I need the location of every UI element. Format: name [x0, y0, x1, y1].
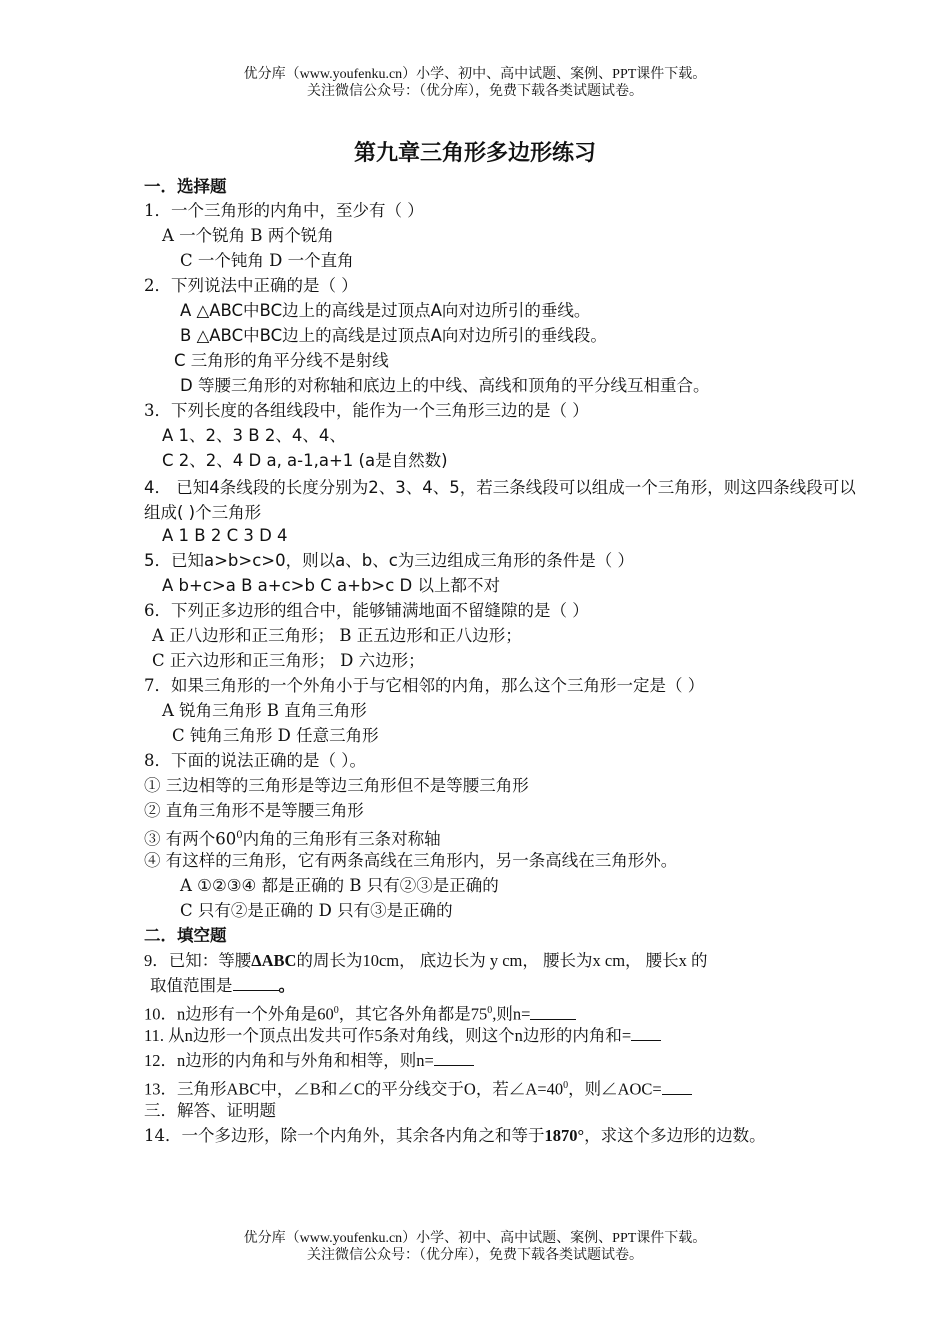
q7-options-ab: A 锐角三角形 B 直角三角形 [162, 701, 367, 720]
answer-blank[interactable] [631, 1026, 661, 1041]
q9-end: 。 [278, 976, 295, 995]
q8-statement-3-part2: 内角的三角形有三条对称轴 [242, 829, 441, 849]
footer-line-2: 关注微信公众号：（优分库），免费下载各类试题试卷。 [307, 1248, 643, 1263]
section-heading-proof: 三．解答、证明题 [144, 1101, 276, 1120]
q2-stem: 2．下列说法中正确的是（ ） [144, 276, 358, 295]
q12-line [144, 1050, 474, 1072]
answer-blank[interactable] [434, 1051, 474, 1066]
q2-option-b: B △ABC中BC边上的高线是过顶点A向对边所引的垂线段。 [180, 326, 607, 345]
q9-line-1 [144, 950, 708, 972]
q8-statement-2: ② 直角三角形不是等腰三角形 [144, 801, 364, 820]
q2-option-c: C 三角形的角平分线不是射线 [174, 351, 389, 370]
section-heading-choice: 一．选择题 [144, 177, 227, 196]
q7-stem: 7．如果三角形的一个外角小于与它相邻的内角，那么这个三角形一定是（ ） [144, 676, 705, 695]
q5-stem: 5．已知a>b>c>0，则以a、b、c为三边组成三角形的条件是（ ） [144, 551, 635, 570]
q10-part2: ，其它各外角都是75 [338, 1004, 488, 1024]
q8-statement-3-part1: ③ 有两个60 [144, 829, 237, 849]
q14-line [144, 1125, 766, 1147]
q13-line [144, 1075, 692, 1101]
q13-part1: 13．三角形ABC中，∠B和∠C的平分线交于O，若∠A=40 [144, 1079, 564, 1099]
q8-statement-1: ① 三边相等的三角形是等边三角形但不是等腰三角形 [144, 776, 529, 795]
q1-stem: 1．一个三角形的内角中，至少有（ ） [144, 201, 424, 220]
page-footer [0, 1230, 950, 1264]
q11-line [144, 1025, 661, 1047]
q8-options-cd: C 只有②是正确的 D 只有③是正确的 [180, 901, 453, 920]
answer-blank[interactable] [233, 976, 279, 991]
q1-options-ab: A 一个锐角 B 两个锐角 [162, 226, 334, 245]
q8-statement-4: ④ 有这样的三角形，它有两条高线在三角形内，另一条高线在三角形外。 [144, 851, 678, 870]
section-heading-fill: 二．填空题 [144, 926, 227, 945]
q5-options: A b+c>a B a+c>b C a+b>c D 以上都不对 [162, 576, 500, 595]
q3-options-cd: C 2、2、4 D a, a-1,a+1 (a是自然数) [162, 451, 448, 470]
q7-options-cd: C 钝角三角形 D 任意三角形 [172, 726, 379, 745]
q10-part1: 10．n边形有一个外角是60 [144, 1004, 334, 1024]
answer-blank[interactable] [662, 1080, 692, 1095]
degree-superscript: 0 [236, 830, 243, 841]
q14-part2: ，求这个多边形的边数。 [584, 1126, 766, 1145]
q1-options-cd: C 一个钝角 D 一个直角 [180, 251, 354, 270]
q2-option-a: A △ABC中BC边上的高线是过顶点A向对边所引的垂线。 [180, 301, 591, 320]
q4-stem: 4． 已知4条线段的长度分别为2、3、4、5，若三条线段可以组成一个三角形，则这四条线段可以组成( )个三角形 [144, 478, 856, 522]
q9-suffix: 的周长为10cm， 底边长为 y cm， 腰长为x cm， 腰长x 的 [296, 951, 708, 970]
q10-part3: ,则n= [492, 1004, 531, 1024]
degree-superscript: 0 [487, 1005, 493, 1016]
q9-prefix: 9．已知：等腰 [144, 951, 252, 970]
header-line-2: 关注微信公众号：（优分库），免费下载各类试题试卷。 [307, 84, 643, 99]
q11-text: 11. 从n边形一个顶点出发共可作5条对角线，则这个n边形的内角和= [144, 1026, 632, 1045]
q9-triangle: ΔABC [251, 951, 297, 970]
q12-text: 12．n边形的内角和与外角和相等，则n= [144, 1051, 434, 1070]
q2-option-d: D 等腰三角形的对称轴和底边上的中线、高线和顶角的平分线互相重合。 [180, 376, 710, 395]
q3-options-ab: A 1、2、3 B 2、4、4、 [162, 426, 346, 445]
degree-superscript: 0 [563, 1080, 569, 1091]
q10-line [144, 1000, 576, 1026]
q6-options-cd: C 正六边形和正三角形； D 六边形； [152, 651, 425, 670]
q9-line-2 [150, 975, 295, 997]
q14-part1: 14．一个多边形，除一个内角外，其余各内角之和等于 [144, 1126, 545, 1145]
degree-superscript: 0 [333, 1005, 339, 1016]
page-header [0, 66, 950, 100]
footer-line-1: 优分库（www.youfenku.cn）小学、初中、高中试题、案例、PPT课件下载。 [243, 1231, 707, 1246]
q6-options-ab: A 正八边形和正三角形； B 正五边形和正八边形； [152, 626, 522, 645]
q3-stem: 3．下列长度的各组线段中，能作为一个三角形三边的是（ ） [144, 401, 589, 420]
q8-options-ab: A ①②③④ 都是正确的 B 只有②③是正确的 [180, 876, 499, 895]
q9-range-label: 取值范围是 [150, 976, 233, 995]
q8-statement-3 [144, 825, 441, 851]
q4-options: A 1 B 2 C 3 D 4 [162, 526, 288, 545]
header-line-1: 优分库（www.youfenku.cn）小学、初中、高中试题、案例、PPT课件下载。 [243, 67, 707, 82]
q13-part2: ，则∠AOC= [568, 1079, 662, 1099]
q14-sum: 1870° [544, 1126, 585, 1145]
answer-blank[interactable] [530, 1005, 576, 1020]
page-title: 第九章三角形多边形练习 [353, 141, 596, 166]
q8-stem: 8．下面的说法正确的是（ ）。 [144, 751, 366, 770]
q6-stem: 6．下列正多边形的组合中，能够铺满地面不留缝隙的是（ ） [144, 601, 589, 620]
